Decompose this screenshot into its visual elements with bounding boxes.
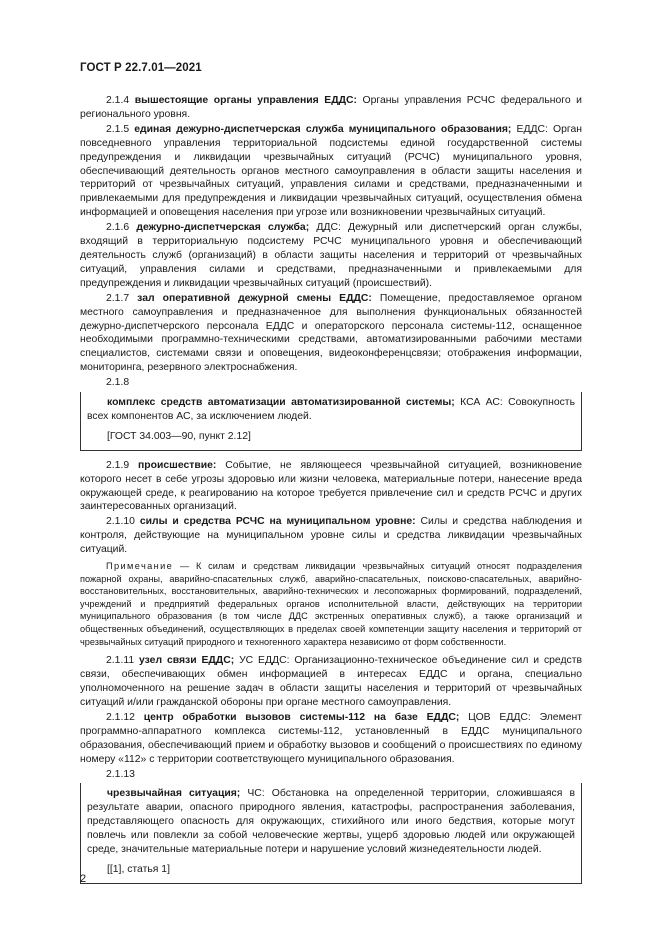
term-number: 2.1.10 [106,516,135,528]
term-number: 2.1.6 [106,222,130,234]
term-title: происшествие: [138,459,217,471]
term-number: 2.1.5 [106,123,130,135]
term-2-1-9 [80,459,582,515]
term-2-1-4 [80,94,582,122]
term-2-1-8 [87,396,575,424]
page-number: 2 [80,873,87,885]
term-2-1-13-box [80,783,582,883]
term-number: 2.1.4 [106,95,130,106]
term-2-1-6 [80,221,582,291]
term-number: 2.1.12 [106,711,135,723]
page-header-doc-id: ГОСТ Р 22.7.01—2021 [80,62,202,74]
term-source-reference: [ГОСТ 34.003—90, пункт 2.12] [107,430,251,442]
term-definition: ДДС: Дежурный или диспетчерский орган службы, входящий в территориальную подсистему РСЧС муниципального уровня и обеспечивающий деятельность служб (организаций) в области защиты населения и территорий от чрезвычайных ситуаций, управления силами и средствами, предназначенными и привлекаемыми для предупреждения и ликвидации чрезвычайных ситуаций (происшествий). [80,222,582,289]
term-title: узел связи ЕДДС; [139,655,235,667]
term-2-1-8-box [80,392,582,451]
term-definition: КСА АС: Совокупность всех компонентов АС, за исключением людей. [87,397,575,422]
term-2-1-7 [80,292,582,375]
term-number: 2.1.11 [106,655,135,667]
term-2-1-12 [80,711,582,767]
term-number: 2.1.7 [106,292,130,304]
term-definition: ЧС: Обстановка на определенной территории, сложившаяся в результате аварии, опасного природного явления, катастрофы, распространения заболевания, представляющего опасность для окружающих, стихийного или иного бедствия, которые могут повлечь или повлекли за собой человеческие жертвы, ущерб здоровью людей или окружающей среде, значительные материальные потери и нарушение условий жизнедеятельности людей. [87,788,575,856]
term-definition: Событие, не являющееся чрезвычайной ситуацией, возникновение которого несет в себе угрозы здоровью или жизни человека, материальные потери, нанесение вреда окружающей среде, к реагированию на которое требуется привлечение сил и средств РСЧС и других заинтересованных организаций. [80,459,582,513]
term-number: 2.1.9 [106,459,130,471]
term-2-1-5 [80,123,582,220]
term-definition: УС ЕДДС: Организационно-техническое объединение сил и средств связи, обеспечивающих обмен информацией в интересах ЕДДС и органа, специально уполномоченного на решение задач в области защиты населения и территорий от чрезвычайных ситуаций и/или гражданской обороны при органе местного самоуправления. [80,655,583,708]
term-title: единая дежурно-диспетчерская служба муниципального образования; [134,123,512,135]
term-2-1-11 [80,654,582,710]
term-title: дежурно-диспетчерская служба; [136,222,310,234]
term-title: центр обработки вызовов системы-112 на базе ЕДДС; [143,711,460,723]
term-2-1-10 [80,515,582,557]
term-number-2-1-13: 2.1.13 [106,768,135,780]
document-body [80,94,582,892]
note-label: Примечание [106,561,174,572]
term-number-2-1-8: 2.1.8 [106,377,130,389]
term-definition: ЕДДС: Орган повседневного управления территориальной подсистемы единой государственной системы предупреждения и ликвидации чрезвычайных ситуаций (РСЧС) муниципального уровня, обеспечивающий деятельность органов местного самоуправления в области защиты населения и территорий от чрезвычайных ситуаций, управления силами и средствами, предназначенными и привлекаемыми для предупреждения и ликвидации чрезвычайных ситуаций, осуществления обмена информацией и оповещения населения при угрозе или возникновении чрезвычайных ситуаций. [80,123,582,219]
note-text: — К силам и средствам ликвидации чрезвычайных ситуаций относят подразделения пожарной охраны, аварийно-спасательных служб, аварийно-спасательных, поисково-спасательных, аварийно-восстановительных, восстановительных, аварийно-технических и лесопожарных формирований, подразделений, учреждений и предприятий федеральных органов исполнительной власти, действующих на территории муниципального образования (в том числе ДДС экстренных оперативных служб), а также организаций и общественных объединений, осуществляющих в пределах своей компетенции защиту населения и территорий от чрезвычайных ситуаций природного и техногенного характера независимо от форм собственности. [80,561,582,647]
term-title: силы и средства РСЧС на муниципальном уровне: [139,516,416,528]
term-definition: Органы управления РСЧС федерального и регионального уровня. [80,95,582,120]
term-definition: ЦОВ ЕДДС: Элемент программно-аппаратного комплекса системы-112, установленный в ЕДДС муниципального образования, обеспечивающий прием и обработку вызовов и сообщений о происшествиях по единому номеру «112» с территории соответствующего муниципального образования. [80,711,582,765]
term-definition: Силы и средства наблюдения и контроля, действующие на муниципальном уровне силы и средства ликвидации чрезвычайных ситуаций. [80,516,583,556]
term-2-1-13 [87,787,575,857]
term-source-reference: [[1], статья 1] [107,863,170,875]
term-title: чрезвычайная ситуация; [107,788,241,800]
term-title: зал оперативной дежурной смены ЕДДС: [137,292,372,304]
term-title: вышестоящие органы управления ЕДДС: [134,95,357,106]
term-title: комплекс средств автоматизации автоматизированной системы; [107,397,455,409]
note-paragraph [80,560,582,648]
term-definition: Помещение, предоставляемое органом местного самоуправления и предназначенное для выполнения функциональных обязанностей дежурно-диспетчерского персонала ЕДДС и операторского персонала системы-112, оснащенное необходимыми программно-техническими средствами, автоматизированными рабочими местами специалистов, системами связи и оповещения, видеоконференцсвязи; отображения информации, мониторинга, резервного электроснабжения. [80,292,582,374]
